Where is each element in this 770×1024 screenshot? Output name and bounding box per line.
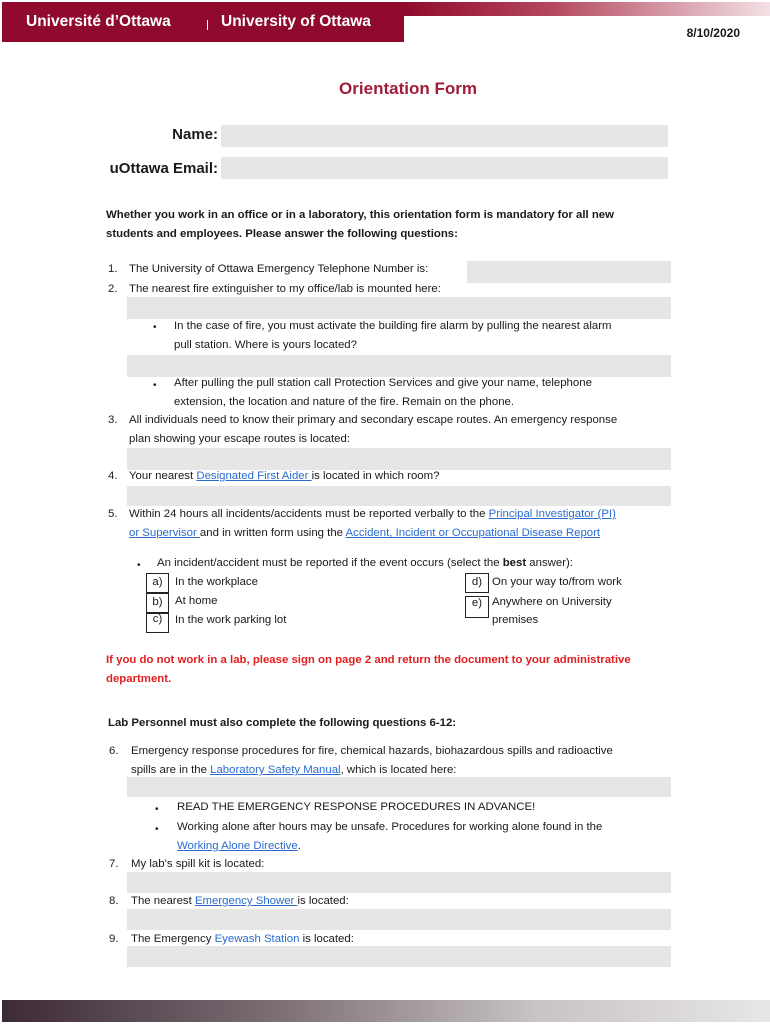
- supervisor-link[interactable]: or Supervisor: [129, 527, 200, 539]
- q2-bullet-1: •: [153, 322, 157, 333]
- option-b-checkbox[interactable]: b): [146, 593, 169, 613]
- q2-number: 2.: [108, 283, 118, 295]
- q8-post: is located:: [297, 895, 349, 907]
- q4-number: 4.: [108, 470, 118, 482]
- emergency-shower-link[interactable]: Emergency Shower: [194, 895, 298, 907]
- q5-bullet: •: [137, 560, 141, 571]
- q8-number: 8.: [109, 895, 119, 907]
- q1-number: 1.: [108, 263, 118, 275]
- option-c-label: In the work parking lot: [175, 614, 287, 626]
- q2-bullet-2-line-2: extension, the location and nature of the fire. Remain on the phone.: [174, 396, 515, 408]
- q8-pre: The nearest: [131, 895, 195, 907]
- q5-sub-post: answer):: [526, 557, 573, 569]
- q5-mid: and in written form using the: [199, 527, 346, 539]
- logo-french: Université d’Ottawa: [26, 13, 171, 30]
- q6-answer-field[interactable]: [127, 777, 671, 797]
- q5-line-2: [129, 524, 600, 543]
- option-a-checkbox[interactable]: a): [146, 573, 169, 593]
- q9-post: is located:: [299, 933, 354, 945]
- header-gradient: [404, 2, 770, 16]
- notice-line-1: If you do not work in a lab, please sign on page 2 and return the document to your administrative: [106, 654, 631, 666]
- option-e-label-cont: premises: [492, 614, 539, 626]
- q5-sub-pre: An incident/accident must be reported if the event occurs (select the: [157, 557, 503, 569]
- q6-bullet-1: •: [155, 804, 159, 815]
- option-a-label: In the workplace: [175, 576, 258, 588]
- q3-number: 3.: [108, 414, 118, 426]
- email-label: uOttawa Email:: [109, 160, 218, 177]
- option-d-label: On your way to/from work: [492, 576, 622, 588]
- option-e-checkbox[interactable]: e): [465, 596, 489, 618]
- q9-answer-field[interactable]: [127, 946, 671, 967]
- q2-bullet-2-line-1: After pulling the pull station call Protection Services and give your name, telephone: [174, 377, 592, 389]
- q4-line: [129, 467, 439, 486]
- q4-pre: Your nearest: [129, 470, 197, 482]
- q1-text: The University of Ottawa Emergency Telephone Number is:: [129, 263, 429, 275]
- q2-answer-field[interactable]: [127, 297, 671, 319]
- q1-answer-field[interactable]: [467, 261, 671, 283]
- q6-pre: spills are in the: [131, 764, 211, 776]
- page-title: Orientation Form: [339, 79, 477, 98]
- intro-line-2: students and employees. Please answer the following questions:: [106, 228, 458, 240]
- q6-number: 6.: [109, 745, 119, 757]
- q5-sub-bold: best: [502, 557, 527, 569]
- designated-first-aider-link[interactable]: Designated First Aider: [196, 470, 312, 482]
- q7-answer-field[interactable]: [127, 872, 671, 893]
- q5-number: 5.: [108, 508, 118, 520]
- q6-bullet-2-line-2: [177, 837, 301, 856]
- name-label: Name:: [172, 126, 218, 143]
- option-e-label: Anywhere on University: [492, 596, 612, 608]
- q2-bullet-1-line-1: In the case of fire, you must activate the building fire alarm by pulling the nearest alarm: [174, 320, 612, 332]
- q2-bullet-1-line-2: pull station. Where is yours located?: [174, 339, 357, 351]
- q6-bullet-2-post: .: [297, 840, 301, 852]
- q6-bullet-1-text: READ THE EMERGENCY RESPONSE PROCEDURES IN ADVANCE!: [177, 801, 536, 813]
- logo-separator: [207, 20, 208, 30]
- lab-heading: Lab Personnel must also complete the following questions 6-12:: [108, 717, 457, 729]
- q7-text: My lab’s spill kit is located:: [131, 858, 265, 870]
- footer-bar: [2, 1000, 770, 1022]
- q6-bullet-2: •: [155, 824, 159, 835]
- q5-sub-question: [157, 554, 573, 573]
- form-date: 8/10/2020: [686, 26, 740, 40]
- q4-post: is located in which room?: [311, 470, 440, 482]
- accident-report-link[interactable]: Accident, Incident or Occupational Disease Report: [345, 527, 601, 539]
- option-b-label: At home: [175, 595, 218, 607]
- q4-answer-field[interactable]: [127, 486, 671, 506]
- working-alone-directive-link[interactable]: Working Alone Directive: [177, 840, 298, 852]
- q3-line-2: plan showing your escape routes is located:: [129, 433, 350, 445]
- name-field[interactable]: [221, 125, 668, 147]
- q2-text: The nearest fire extinguisher to my office/lab is mounted here:: [129, 283, 441, 295]
- q6-post: , which is located here:: [340, 764, 457, 776]
- q8-answer-field[interactable]: [127, 909, 671, 930]
- q3-line-1: All individuals need to know their primary and secondary escape routes. An emergency response: [129, 414, 618, 426]
- q5-line-1: [129, 505, 616, 524]
- q6-bullet-2-line-1: Working alone after hours may be unsafe. Procedures for working alone found in the: [177, 821, 603, 833]
- q5-pre: Within 24 hours all incidents/accidents must be reported verbally to the: [129, 508, 489, 520]
- option-d-checkbox[interactable]: d): [465, 573, 489, 593]
- eyewash-station-text: Eyewash Station: [214, 933, 300, 945]
- notice-line-2: department.: [106, 673, 172, 685]
- principal-investigator-link[interactable]: Principal Investigator (PI): [488, 508, 616, 520]
- logo-english: University of Ottawa: [221, 13, 371, 30]
- option-c-checkbox[interactable]: c): [146, 613, 169, 633]
- lab-safety-manual-link[interactable]: Laboratory Safety Manual: [210, 764, 341, 776]
- q7-number: 7.: [109, 858, 119, 870]
- email-field[interactable]: [221, 157, 668, 179]
- q6-line-1: Emergency response procedures for fire, chemical hazards, biohazardous spills and radioactive: [131, 745, 613, 757]
- q2-bullet-2: •: [153, 380, 157, 391]
- q9-number: 9.: [109, 933, 119, 945]
- intro-line-1: Whether you work in an office or in a laboratory, this orientation form is mandatory for all new: [106, 209, 615, 221]
- q9-pre: The Emergency: [131, 933, 215, 945]
